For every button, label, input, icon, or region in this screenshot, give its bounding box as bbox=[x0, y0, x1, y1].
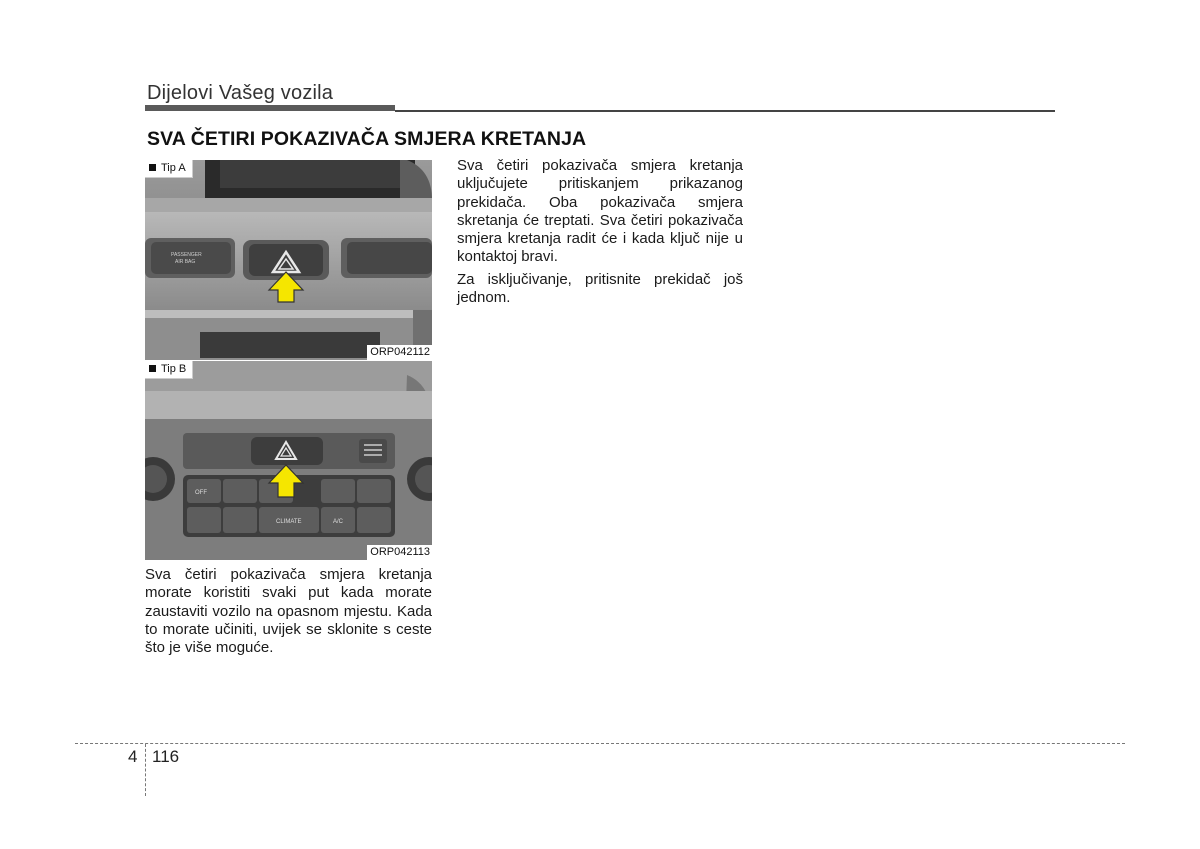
square-bullet-icon bbox=[149, 365, 156, 372]
panel-label-airbag: AIR BAG bbox=[175, 259, 196, 265]
right-paragraph-1: Sva četiri pokazivača smjera kretanja uključujete pritiskanjem prikazanog prekidača. Oba pokazivača smjera skretanja će treptati. Sva četiri pokazivača smjera kretanja radit će i kada ključ nije u kontaktoj bravi. bbox=[457, 157, 743, 266]
footer-chapter-number: 4 bbox=[128, 747, 138, 766]
ac-label: A/C bbox=[333, 519, 344, 525]
right-column-text bbox=[457, 157, 743, 307]
section-heading: SVA ČETIRI POKAZIVAČA SMJERA KRETANJA bbox=[147, 128, 587, 150]
tip-b-illustration bbox=[145, 361, 432, 560]
header-rule-thin bbox=[395, 110, 1055, 112]
tip-b-label bbox=[145, 361, 193, 379]
tip-a-label-text: Tip A bbox=[161, 162, 186, 174]
figure-tip-b bbox=[145, 361, 432, 560]
footer-vertical-divider bbox=[145, 744, 146, 796]
footer-divider bbox=[75, 743, 1125, 744]
tip-a-illustration bbox=[145, 160, 432, 360]
figure-tip-a bbox=[145, 160, 432, 360]
figure-code-b: ORP042113 bbox=[367, 545, 432, 560]
tip-b-label-text: Tip B bbox=[161, 363, 187, 375]
left-column-text bbox=[145, 566, 432, 657]
square-bullet-icon bbox=[149, 164, 156, 171]
climate-off-label: OFF bbox=[195, 490, 207, 496]
right-paragraph-2: Za isključivanje, pritisnite prekidač još jednom. bbox=[457, 270, 743, 307]
panel-label-passenger: PASSENGER bbox=[171, 252, 202, 258]
tip-a-label bbox=[145, 160, 193, 178]
footer-page-number: 116 bbox=[152, 747, 180, 766]
chapter-title: Dijelovi Vašeg vozila bbox=[147, 82, 334, 104]
climate-label: CLIMATE bbox=[276, 519, 302, 525]
left-paragraph: Sva četiri pokazivača smjera kretanja morate koristiti svaki put kada morate zaustaviti vozilo na opasnom mjestu. Kada to morate učiniti, uvijek se sklonite s ceste što je više moguće. bbox=[145, 566, 432, 657]
figure-code-a: ORP042112 bbox=[367, 345, 432, 360]
header-rule-thick bbox=[145, 105, 395, 111]
